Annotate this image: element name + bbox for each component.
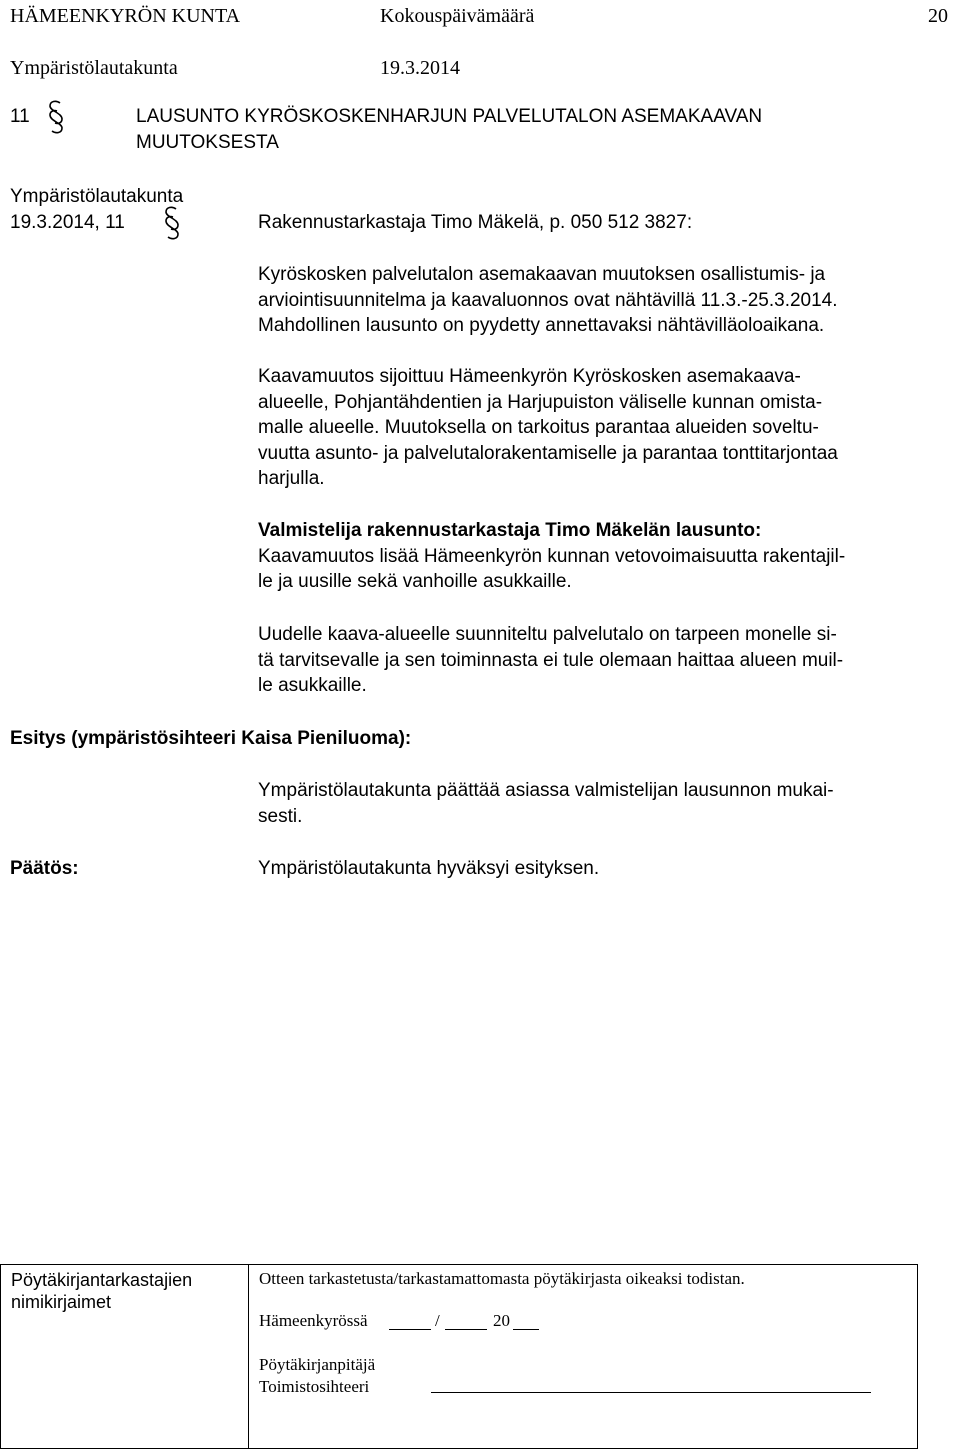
text-line: arviointisuunnitelma ja kaavaluonnos ovat nähtävillä 11.3.-25.3.2014. xyxy=(258,289,838,311)
text-line: alueelle, Pohjantähdentien ja Harjupuiston väliselle kunnan omista- xyxy=(258,391,823,413)
ref-body: Ympäristölautakunta xyxy=(10,186,184,207)
paragraph-2 xyxy=(258,364,948,492)
proposal-text xyxy=(258,778,948,829)
year-prefix: 20 xyxy=(493,1311,510,1330)
decision-label: Päätös: xyxy=(10,858,79,879)
text-line: Kyröskosken palvelutalon asemakaavan muutoksen osallistumis- ja xyxy=(258,264,826,285)
text-line: Kaavamuutos sijoittuu Hämeenkyrön Kyröskosken asemakaava- xyxy=(258,366,801,387)
text-line: sesti. xyxy=(258,805,303,827)
keeper-label: Pöytäkirjanpitäjä xyxy=(259,1355,376,1374)
text-line: harjulla. xyxy=(258,468,325,489)
item-number: 11 xyxy=(10,106,30,127)
proposal-label: Esitys (ympäristösihteeri Kaisa Pieniluoma): xyxy=(10,728,412,749)
month-blank-line xyxy=(445,1329,487,1330)
place-label: Hämeenkyrössä xyxy=(259,1311,368,1330)
item-title-line2: MUUTOKSESTA xyxy=(136,132,279,153)
text-line: Mahdollinen lausunto on pyydetty annettavaksi nähtävilläoloaikana. xyxy=(258,315,825,336)
text-line: Uudelle kaava-alueelle suunniteltu palvelutalo on tarpeen monelle si- xyxy=(258,624,837,645)
text-line: vuutta asunto- ja palvelutalorakentamiselle ja parantaa tonttitarjontaa xyxy=(258,442,838,464)
statement-heading: Valmistelija rakennustarkastaja Timo Mäkelän lausunto: xyxy=(258,520,762,541)
item-title-line1: LAUSUNTO KYRÖSKOSKENHARJUN PALVELUTALON ASEMAKAAVAN xyxy=(136,106,763,127)
section-symbol-icon xyxy=(160,203,184,243)
text-line: Ympäristölautakunta päättää asiassa valmistelijan lausunnon mukai- xyxy=(258,780,834,801)
paragraph-1 xyxy=(258,262,948,339)
text-line: le asukkaille. xyxy=(258,675,367,696)
section-symbol-icon xyxy=(44,97,68,137)
certify-text: Otteen tarkastetusta/tarkastamattomasta pöytäkirjasta oikeaksi todistan. xyxy=(259,1269,745,1288)
text-line: Kaavamuutos lisää Hämeenkyrön kunnan vetovoimaisuutta rakentajil- xyxy=(258,545,846,567)
certification-box xyxy=(0,1264,918,1449)
header-municipality: HÄMEENKYRÖN KUNTA xyxy=(10,5,241,27)
date-slash: / xyxy=(435,1311,440,1330)
initials-label-line1: Pöytäkirjantarkastajien xyxy=(11,1270,193,1290)
header-body: Ympäristölautakunta xyxy=(10,57,178,79)
decision-text: Ympäristölautakunta hyväksyi esityksen. xyxy=(258,858,600,879)
year-blank-line xyxy=(513,1329,539,1330)
ref-preparer: Rakennustarkastaja Timo Mäkelä, p. 050 512 3827: xyxy=(258,212,693,233)
signature-line xyxy=(431,1392,871,1393)
header-date: 19.3.2014 xyxy=(380,57,460,79)
text-line: malle alueelle. Muutoksella on tarkoitus parantaa alueiden soveltu- xyxy=(258,417,819,438)
paragraph-4 xyxy=(258,622,948,699)
initials-label-line2: nimikirjaimet xyxy=(11,1292,112,1312)
header-doc-type: Kokouspäivämäärä xyxy=(380,5,535,27)
paragraph-3 xyxy=(258,518,948,595)
ref-date-line: 19.3.2014, 11 xyxy=(10,212,125,233)
text-line: tä tarvitsevalle ja sen toiminnasta ei tule olemaan haittaa alueen muil- xyxy=(258,649,844,671)
secretary-label: Toimistosihteeri xyxy=(259,1377,370,1396)
box-divider xyxy=(248,1265,249,1448)
text-line: le ja uusille sekä vanhoille asukkaille. xyxy=(258,571,572,592)
day-blank-line xyxy=(389,1329,431,1330)
header-page-number: 20 xyxy=(928,5,948,27)
